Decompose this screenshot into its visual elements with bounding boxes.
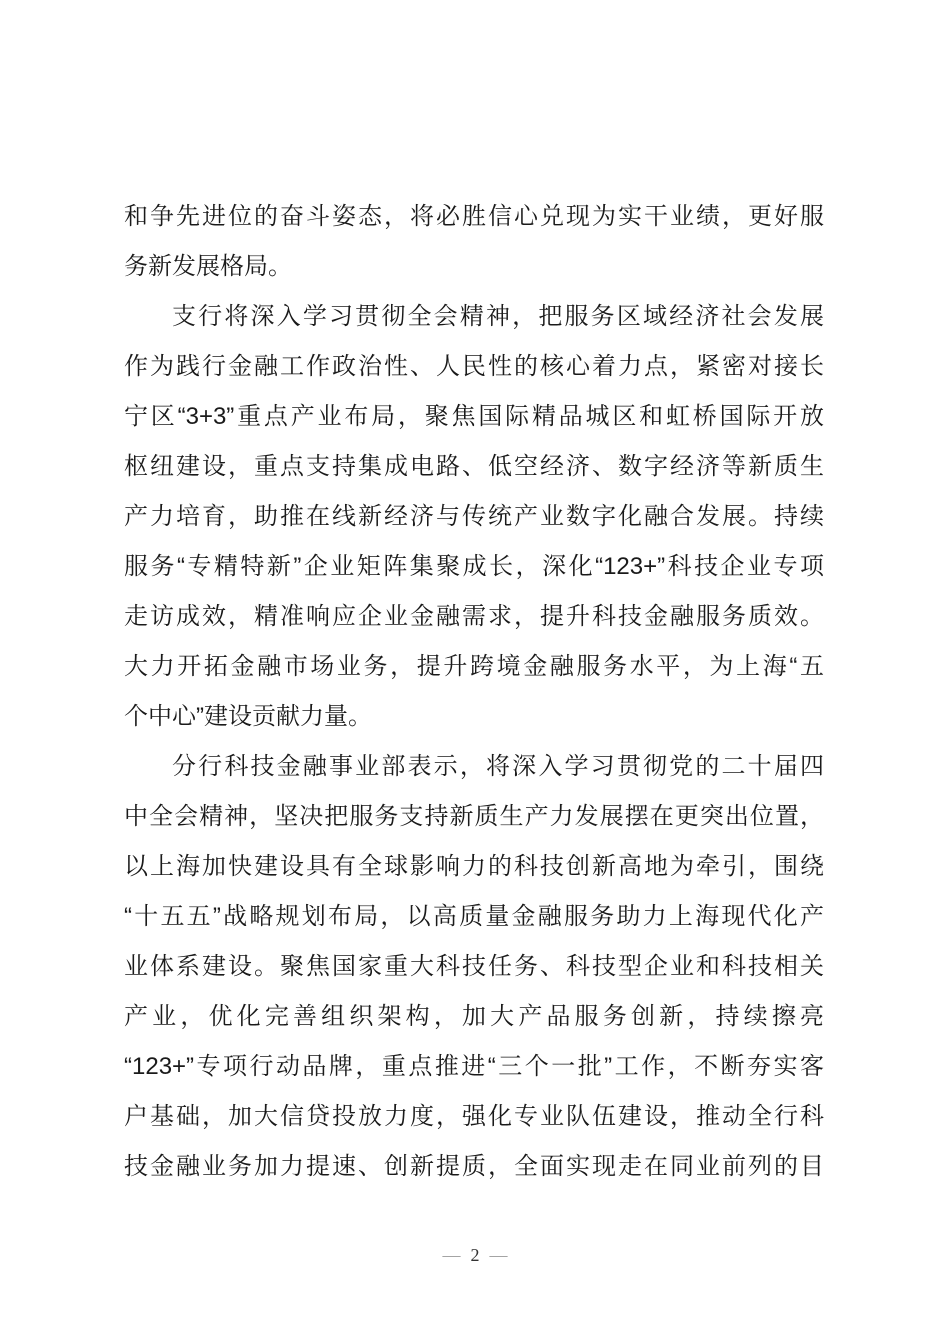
page-footer	[0, 1240, 950, 1270]
text-line: “123+”专项行动品牌，重点推进“三个一批”工作，不断夯实客	[124, 1053, 824, 1080]
page-number: 2	[470, 1245, 480, 1265]
text-line: 产业，优化完善组织架构，加大产品服务创新，持续擦亮	[124, 1003, 824, 1030]
document-body	[124, 192, 824, 1192]
text-line: 和争先进位的奋斗姿态，将必胜信心兑现为实干业绩，更好服	[124, 203, 824, 230]
text-line: 以上海加快建设具有全球影响力的科技创新高地为牵引，围绕	[124, 853, 824, 880]
text-line: 务新发展格局。	[124, 253, 292, 280]
text-line: 户基础，加大信贷投放力度，强化专业队伍建设，推动全行科	[124, 1103, 824, 1130]
text-line: 走访成效，精准响应企业金融需求，提升科技金融服务质效。	[124, 603, 824, 630]
text-line: 大力开拓金融市场业务，提升跨境金融服务水平，为上海“五	[124, 653, 824, 680]
text-line: 支行将深入学习贯彻全会精神，把服务区域经济社会发展	[172, 303, 824, 330]
text-line: 分行科技金融事业部表示，将深入学习贯彻党的二十届四	[172, 753, 824, 780]
text-line: 业体系建设。聚焦国家重大科技任务、科技型企业和科技相关	[124, 953, 824, 980]
text-line: 作为践行金融工作政治性、人民性的核心着力点，紧密对接长	[124, 353, 824, 380]
text-line: 枢纽建设，重点支持集成电路、低空经济、数字经济等新质生	[124, 453, 824, 480]
text-line: “十五五”战略规划布局，以高质量金融服务助力上海现代化产	[124, 903, 824, 930]
text-line: 产力培育，助推在线新经济与传统产业数字化融合发展。持续	[124, 503, 824, 530]
text-line: 宁区“3+3”重点产业布局，聚焦国际精品城区和虹桥国际开放	[124, 403, 824, 430]
footer-dash-left: —	[442, 1245, 461, 1265]
footer-dash-right: —	[489, 1245, 508, 1265]
text-line: 服务“专精特新”企业矩阵集聚成长，深化“123+”科技企业专项	[124, 553, 824, 580]
text-line: 技金融业务加力提速、创新提质，全面实现走在同业前列的目	[124, 1153, 824, 1180]
text-line: 中全会精神，坚决把服务支持新质生产力发展摆在更突出位置，	[124, 803, 824, 830]
text-line: 个中心”建设贡献力量。	[124, 703, 372, 730]
